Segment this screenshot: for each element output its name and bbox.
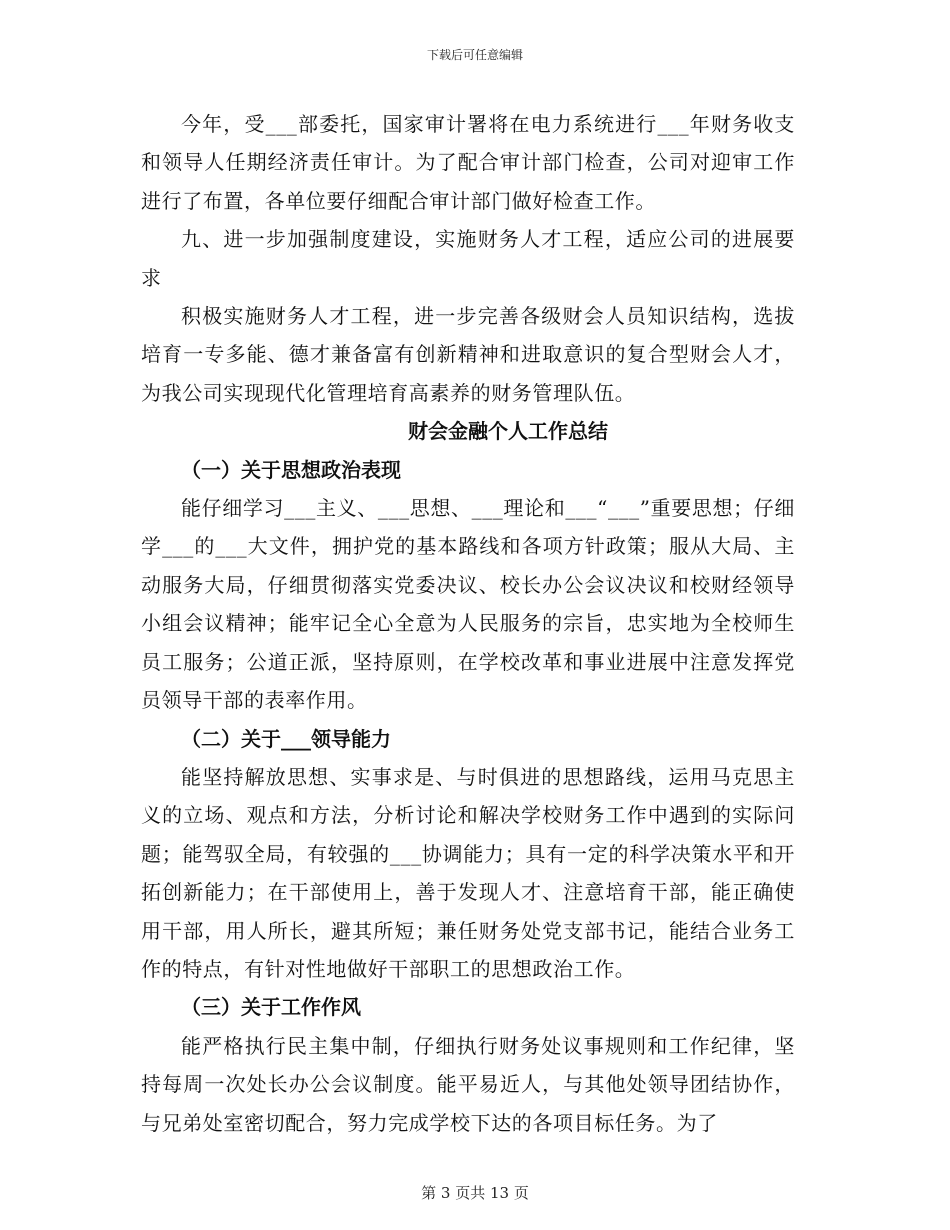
heading-leadership: （二）关于___领导能力 bbox=[181, 726, 391, 751]
paragraph-talent-project: 积极实施财务人才工程，进一步完善各级财会人员知识结构，选拔培育一专多能、德才兼备富有创新精神和进取意识的复合型财会人才，为我公司实现现代化管理培育高素养的财务管理队伍。 bbox=[141, 304, 795, 405]
document-body bbox=[141, 105, 795, 1142]
paragraph-political: 能仔细学习___主义、___思想、___理论和___“___”重要思想；仔细学___的___大文件，拥护党的基本路线和各项方针政策；服从大局、主动服务大局，仔细贯彻落实党委决议、校长办公会议决议和校财经领导小组会议精神；能牢记全心全意为人民服务的宗旨，忠实地为全校师生员工服务；公道正派，坚持原则，在学校改革和事业进展中注意发挥党员领导干部的表率作用。 bbox=[141, 496, 795, 713]
paragraph-item-nine: 九、进一步加强制度建设，实施财务人才工程，适应公司的进展要求 bbox=[141, 227, 795, 290]
paragraph-audit: 今年，受___部委托，国家审计署将在电力系统进行___年财务收支和领导人任期经济责任审计。为了配合审计部门检查，公司对迎审工作进行了布置，各单位要仔细配合审计部门做好检查工作。 bbox=[141, 112, 795, 213]
page-footer: 第 3 页共 13 页 bbox=[421, 1184, 529, 1202]
paragraph-leadership: 能坚持解放思想、实事求是、与时俱进的思想路线，运用马克思主义的立场、观点和方法，分析讨论和解决学校财务工作中遇到的实际问题；能驾驭全局，有较强的___协调能力；具有一定的科学决策水平和开拓创新能力；在干部使用上，善于发现人才、注意培育干部，能正确使用干部，用人所长，避其所短；兼任财务处党支部书记，能结合业务工作的特点，有针对性地做好干部职工的思想政治工作。 bbox=[141, 764, 795, 981]
heading-political: （一）关于思想政治表现 bbox=[181, 457, 401, 482]
heading-work-style: （三）关于工作作风 bbox=[181, 995, 361, 1020]
paragraph-work-style: 能严格执行民主集中制，仔细执行财务处议事规则和工作纪律，坚持每周一次处长办公会议制度。能平易近人，与其他处领导团结协作，与兄弟处室密切配合，努力完成学校下达的各项目标任务。为了 bbox=[141, 1033, 795, 1135]
section-title: 财会金融个人工作总结 bbox=[408, 419, 608, 444]
page-header: 下载后可任意编辑 bbox=[426, 48, 523, 62]
